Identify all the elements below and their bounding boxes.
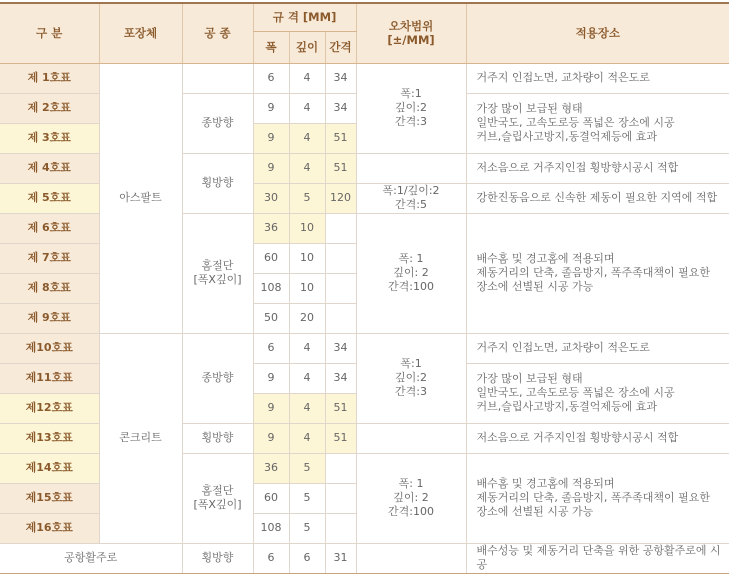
cell-width: 9 <box>253 363 289 393</box>
cell-spacing <box>325 453 356 483</box>
location-cell: 가장 많이 보급된 형태 일반국도, 고속도로등 폭넓은 장소에 시공 커브,슬립사고방지,동결억제등에 효과 <box>466 93 729 153</box>
cell-width: 6 <box>253 333 289 363</box>
type-trans: 횡방향 <box>182 423 253 453</box>
cell-depth: 4 <box>289 363 325 393</box>
row-name-airport: 공항활주로 <box>0 543 182 573</box>
type-empty <box>182 63 253 93</box>
row-name: 제 9호표 <box>0 303 99 333</box>
cell-depth: 10 <box>289 243 325 273</box>
cell-spacing: 31 <box>325 543 356 573</box>
cell-depth: 4 <box>289 423 325 453</box>
location-cell: 저소음으로 거주지인접 횡방향시공시 적합 <box>466 423 729 453</box>
location-cell: 저소음으로 거주지인접 횡방향시공시 적합 <box>466 153 729 183</box>
type-trans: 횡방향 <box>182 543 253 573</box>
row-name: 제16호표 <box>0 513 99 543</box>
header-spacing: 간격 <box>325 31 356 63</box>
cell-depth: 4 <box>289 123 325 153</box>
cell-depth: 4 <box>289 63 325 93</box>
cell-width: 60 <box>253 483 289 513</box>
location-cell: 배수홈 및 경고홈에 적용되며 제동거리의 단축, 졸음방지, 폭주족대책이 필요한 장소에 선별된 시공 가능 <box>466 213 729 333</box>
row-name: 제 1호표 <box>0 63 99 93</box>
cell-depth: 5 <box>289 183 325 213</box>
tolerance-cell: 폭: 1 깊이: 2 간격:100 <box>356 453 466 543</box>
location-cell: 배수홈 및 경고홈에 적용되며 제동거리의 단축, 졸음방지, 폭주족대책이 필요한 장소에 선별된 시공 가능 <box>466 453 729 543</box>
header-tolerance: 오차범위 [±/MM] <box>356 3 466 63</box>
cell-width: 108 <box>253 513 289 543</box>
row-name: 제14호표 <box>0 453 99 483</box>
header-location: 적용장소 <box>466 3 729 63</box>
cell-width: 6 <box>253 543 289 573</box>
cell-width: 9 <box>253 93 289 123</box>
type-trans: 횡방향 <box>182 153 253 213</box>
cell-width: 60 <box>253 243 289 273</box>
type-long: 종방향 <box>182 333 253 423</box>
row-name: 제 8호표 <box>0 273 99 303</box>
cell-depth: 5 <box>289 483 325 513</box>
cell-spacing: 51 <box>325 153 356 183</box>
cell-spacing <box>325 213 356 243</box>
tolerance-cell: 폭:1 깊이:2 간격:3 <box>356 333 466 423</box>
header-type: 공 종 <box>182 3 253 63</box>
location-cell: 가장 많이 보급된 형태 일반국도, 고속도로등 폭넓은 장소에 시공 커브,슬립사고방지,동결억제등에 효과 <box>466 363 729 423</box>
row-name: 제 6호표 <box>0 213 99 243</box>
row-name: 제15호표 <box>0 483 99 513</box>
cell-width: 36 <box>253 453 289 483</box>
row-name: 제13호표 <box>0 423 99 453</box>
location-cell: 강한진동음으로 신속한 제동이 필요한 지역에 적합 <box>466 183 729 213</box>
tolerance-cell: 폭:1/깊이:2 간격:5 <box>356 183 466 213</box>
header-depth: 깊이 <box>289 31 325 63</box>
cell-depth: 6 <box>289 543 325 573</box>
cell-spacing: 34 <box>325 93 356 123</box>
cell-spacing <box>325 243 356 273</box>
header-spec: 규 격 [MM] <box>253 3 356 31</box>
header-width: 폭 <box>253 31 289 63</box>
location-cell: 배수성능 및 제동거리 단축을 위한 공항활주로에 시공 <box>466 543 729 573</box>
cell-width: 9 <box>253 423 289 453</box>
cell-width: 30 <box>253 183 289 213</box>
tolerance-cell: 폭:1 깊이:2 간격:3 <box>356 63 466 153</box>
cell-spacing: 34 <box>325 363 356 393</box>
cell-spacing: 51 <box>325 423 356 453</box>
road-marking-spec-table <box>0 2 729 574</box>
type-groove: 홈절단 [폭X깊이] <box>182 453 253 543</box>
cell-width: 108 <box>253 273 289 303</box>
cell-depth: 10 <box>289 213 325 243</box>
row-name: 제12호표 <box>0 393 99 423</box>
row-name: 제10호표 <box>0 333 99 363</box>
row-name: 제 5호표 <box>0 183 99 213</box>
paving-concrete: 콘크리트 <box>99 333 182 543</box>
cell-spacing: 120 <box>325 183 356 213</box>
tolerance-empty <box>356 543 466 573</box>
header-category: 구 분 <box>0 3 99 63</box>
row-name: 제 7호표 <box>0 243 99 273</box>
tolerance-empty <box>356 423 466 453</box>
row-name: 제 2호표 <box>0 93 99 123</box>
cell-spacing <box>325 303 356 333</box>
cell-spacing: 51 <box>325 123 356 153</box>
cell-width: 9 <box>253 153 289 183</box>
row-name: 제 3호표 <box>0 123 99 153</box>
cell-spacing: 34 <box>325 333 356 363</box>
cell-spacing <box>325 273 356 303</box>
cell-width: 6 <box>253 63 289 93</box>
cell-depth: 4 <box>289 153 325 183</box>
cell-spacing <box>325 513 356 543</box>
cell-depth: 5 <box>289 513 325 543</box>
tolerance-cell: 폭: 1 깊이: 2 간격:100 <box>356 213 466 333</box>
paving-asphalt: 아스팔트 <box>99 63 182 333</box>
cell-width: 9 <box>253 393 289 423</box>
row-name: 제11호표 <box>0 363 99 393</box>
cell-depth: 20 <box>289 303 325 333</box>
location-cell: 거주지 인접노면, 교차량이 적은도로 <box>466 63 729 93</box>
cell-depth: 4 <box>289 393 325 423</box>
cell-depth: 4 <box>289 93 325 123</box>
cell-depth: 10 <box>289 273 325 303</box>
type-groove: 홈절단 [폭X깊이] <box>182 213 253 333</box>
cell-depth: 5 <box>289 453 325 483</box>
header-paving: 포장체 <box>99 3 182 63</box>
type-long: 종방향 <box>182 93 253 153</box>
tolerance-empty <box>356 153 466 183</box>
location-cell: 거주지 인접노면, 교차량이 적은도로 <box>466 333 729 363</box>
cell-spacing <box>325 483 356 513</box>
row-name: 제 4호표 <box>0 153 99 183</box>
cell-spacing: 34 <box>325 63 356 93</box>
cell-depth: 4 <box>289 333 325 363</box>
cell-width: 36 <box>253 213 289 243</box>
cell-spacing: 51 <box>325 393 356 423</box>
cell-width: 9 <box>253 123 289 153</box>
cell-width: 50 <box>253 303 289 333</box>
